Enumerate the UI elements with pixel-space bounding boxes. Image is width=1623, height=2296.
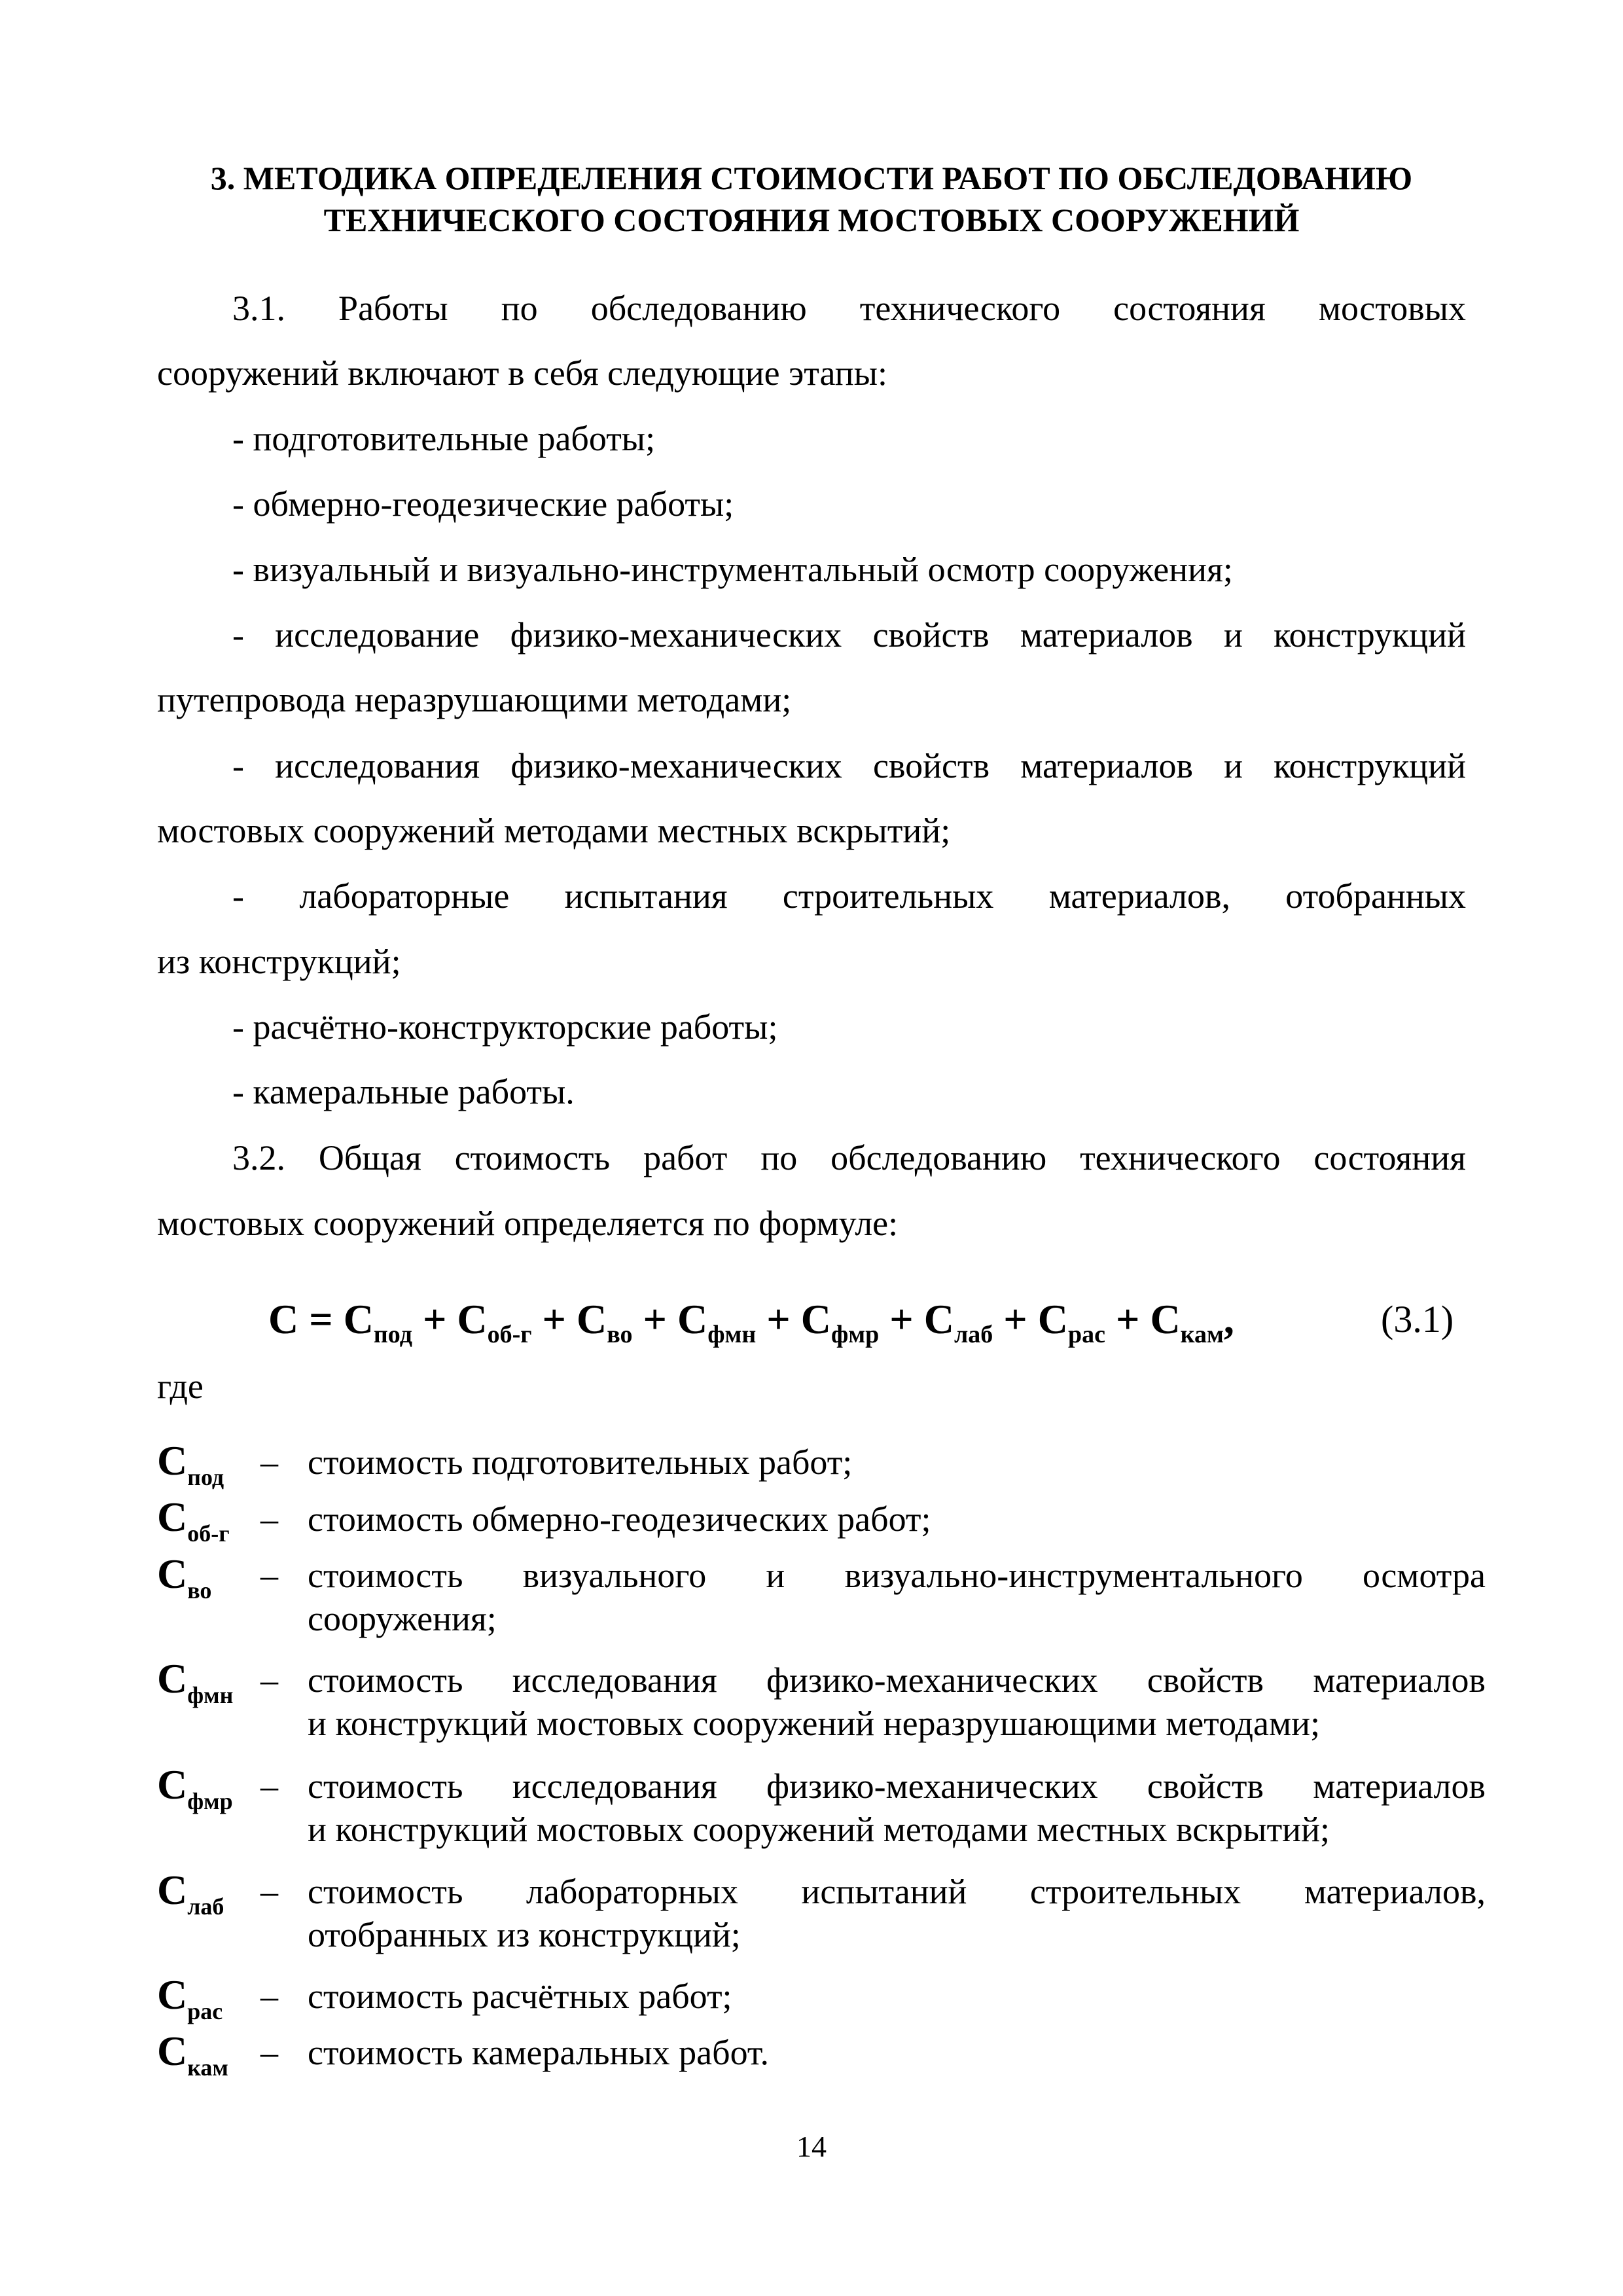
list-item-stage: - исследования физико-механических свойств материалов и конструкций: [232, 746, 1466, 785]
paragraph-3-2-line-1: 3.2. Общая стоимость работ по обследованию технического состояния: [232, 1138, 1466, 1177]
section-title: [157, 157, 1466, 241]
paragraph-3-1-line-1: 3.1. Работы по обследованию технического состояния мостовых: [232, 289, 1466, 328]
list-item-stage-continuation: из конструкций;: [157, 942, 401, 981]
list-item-stage-continuation: мостовых сооружений методами местных вскрытий;: [157, 811, 951, 850]
definition-text: стоимость подготовительных работ;: [308, 1443, 853, 1482]
definition-text: стоимость исследования физико-механических свойств материалов и конструкций мостовых сооружений методами местных вскрытий;: [308, 1767, 1486, 1849]
formula-end: ,: [1223, 1296, 1234, 1342]
list-item-stage: - визуальный и визуально-инструментальный осмотр сооружения;: [232, 550, 1233, 589]
definition-symbol: $C_{под}$: [157, 1437, 224, 1490]
definition-dash: –: [260, 1660, 278, 1700]
definition-symbol: $C_{рас}$: [157, 1971, 223, 2024]
formula-plus: +: [993, 1296, 1038, 1342]
where-label: где: [157, 1367, 204, 1406]
section-title-line-2: ТЕХНИЧЕСКОГО СОСТОЯНИЯ МОСТОВЫХ СООРУЖЕНИЙ: [323, 202, 1300, 238]
formula-term: $C_{об-г}$: [457, 1296, 532, 1348]
formula-term: $C_{под}$: [343, 1296, 412, 1348]
list-item-stage: - исследование физико-механических свойств материалов и конструкций: [232, 615, 1466, 655]
formula-plus: +: [1105, 1296, 1150, 1342]
formula-lhs: C: [268, 1296, 299, 1342]
definition-dash: –: [260, 1556, 278, 1595]
formula-plus: +: [879, 1296, 924, 1342]
list-item-stage: - обмерно-геодезические работы;: [232, 484, 734, 524]
formula-plus: +: [632, 1296, 677, 1342]
formula-term: $C_{рас}$: [1037, 1296, 1105, 1348]
paragraph-3-1-line-2: сооружений включают в себя следующие этапы:: [157, 353, 887, 393]
definition-text: стоимость обмерно-геодезических работ;: [308, 1499, 931, 1539]
definition-text: стоимость визуального и визуально-инструментального осмотра сооружения;: [308, 1556, 1486, 1638]
equation-number: (3.1): [1381, 1298, 1454, 1340]
section-title-line-1: 3. МЕТОДИКА ОПРЕДЕЛЕНИЯ СТОИМОСТИ РАБОТ ПО ОБСЛЕДОВАНИЮ: [210, 160, 1413, 196]
formula-term: $C_{фмн}$: [677, 1296, 757, 1348]
definition-symbol: $C_{лаб}$: [157, 1867, 224, 1920]
definition-text: стоимость исследования физико-механических свойств материалов и конструкций мостовых сооружений неразрушающими методами;: [308, 1660, 1486, 1743]
definition-dash: –: [260, 1872, 278, 1911]
list-item-stage-continuation: путепровода неразрушающими методами;: [157, 680, 792, 719]
definition-symbol: $C_{об-г}$: [157, 1494, 230, 1547]
definition-dash: –: [260, 1767, 278, 1806]
definition-symbol: $C_{фмр}$: [157, 1761, 233, 1814]
list-item-stage: - камеральные работы.: [232, 1072, 575, 1111]
definition-dash: –: [260, 1443, 278, 1482]
formula-equals: =: [298, 1296, 344, 1342]
formula-plus: +: [531, 1296, 577, 1342]
formula-plus: +: [756, 1296, 801, 1342]
formula-term: $C_{лаб}$: [923, 1296, 993, 1348]
formula-term: $C_{кам}$: [1150, 1296, 1224, 1348]
definition-symbol: $C_{кам}$: [157, 2028, 228, 2081]
list-item-stage: - расчётно-конструкторские работы;: [232, 1007, 778, 1047]
definition-symbol: $C_{во}$: [157, 1551, 212, 1604]
paragraph-3-2-line-2: мостовых сооружений определяется по формуле:: [157, 1204, 899, 1243]
cost-formula: [268, 1293, 1234, 1346]
formula-term: $C_{фмр}$: [800, 1296, 880, 1348]
definition-dash: –: [260, 2033, 278, 2072]
definition-text: стоимость расчётных работ;: [308, 1977, 732, 2016]
list-item-stage: - подготовительные работы;: [232, 419, 656, 458]
list-item-stage: - лабораторные испытания строительных материалов, отобранных: [232, 876, 1466, 916]
formula-plus: +: [412, 1296, 457, 1342]
definition-dash: –: [260, 1499, 278, 1539]
page-number: 14: [796, 2130, 827, 2163]
definition-text: стоимость лабораторных испытаний строительных материалов, отобранных из конструкций;: [308, 1872, 1486, 1954]
definition-text: стоимость камеральных работ.: [308, 2033, 769, 2072]
definition-dash: –: [260, 1977, 278, 2016]
definition-symbol: $C_{фмн}$: [157, 1655, 234, 1708]
formula-term: $C_{во}$: [577, 1296, 633, 1348]
